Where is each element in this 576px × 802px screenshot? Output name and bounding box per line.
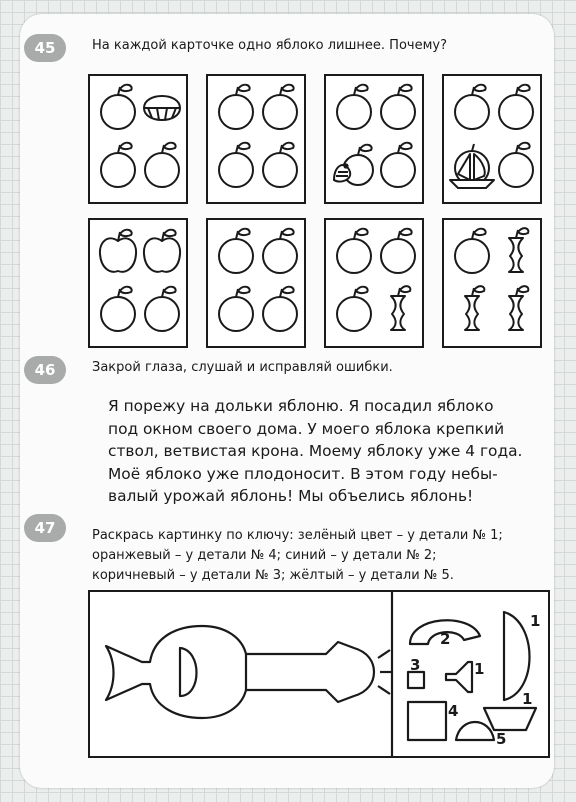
label-1b: 1 xyxy=(474,660,485,678)
story-line: валый урожай яблонь! Мы объелись яблонь! xyxy=(108,487,474,505)
task-number-46: 46 xyxy=(24,356,66,384)
apple-icon xyxy=(455,229,489,273)
part-1-half-circle xyxy=(504,612,530,700)
apple-icon xyxy=(263,229,297,273)
apple-card xyxy=(324,218,424,348)
apple-icon xyxy=(219,143,253,187)
apple-card-svg xyxy=(444,76,544,206)
task-number-47: 47 xyxy=(24,514,66,542)
apple-card xyxy=(442,218,542,348)
core-icon xyxy=(509,286,528,330)
apple-icon xyxy=(219,85,253,129)
worm-apple-icon xyxy=(334,145,373,185)
apple-icon xyxy=(101,143,135,187)
apple-card xyxy=(206,74,306,204)
prompt-line: оранжевый – у детали № 4; синий – у детали № 2; xyxy=(92,548,437,563)
task-46-prompt: Закрой глаза, слушай и исправляй ошибки. xyxy=(92,360,393,375)
apple-card xyxy=(442,74,542,204)
leaf-apple-icon xyxy=(144,230,180,272)
part-4-square xyxy=(408,702,446,740)
apple-icon xyxy=(337,287,371,331)
apple-card-svg xyxy=(326,220,426,350)
label-1a: 1 xyxy=(530,612,541,630)
story-line: ствол, ветвистая крона. Моему яблоку уже 4 года. xyxy=(108,442,523,460)
core-icon xyxy=(465,286,484,330)
apple-icon xyxy=(337,85,371,129)
task-47-prompt xyxy=(92,526,548,586)
assembled-figure-outline xyxy=(106,626,374,718)
label-1c: 1 xyxy=(522,690,533,708)
coloring-svg xyxy=(90,592,548,756)
part-5-semicircle xyxy=(456,722,494,740)
apple-icon xyxy=(381,143,415,187)
apple-icon xyxy=(337,229,371,273)
part-3-square xyxy=(408,672,424,688)
prompt-line: Раскрась картинку по ключу: зелёный цвет – у детали № 1; xyxy=(92,528,503,543)
task-45-prompt: На каждой карточке одно яблоко лишнее. Почему? xyxy=(92,38,447,53)
story-text xyxy=(108,395,538,508)
core-icon xyxy=(391,286,410,330)
basket-icon xyxy=(144,96,180,120)
apple-card-svg xyxy=(208,220,308,350)
apple-card xyxy=(324,74,424,204)
label-2: 2 xyxy=(440,630,451,648)
apple-card-svg xyxy=(90,220,190,350)
apple-icon xyxy=(219,287,253,331)
apple-icon xyxy=(263,287,297,331)
apple-icon xyxy=(219,229,253,273)
part-1-funnel xyxy=(446,662,472,692)
apple-icon xyxy=(101,85,135,129)
core-icon xyxy=(509,228,528,272)
apple-card xyxy=(88,218,188,348)
leaf-apple-icon xyxy=(100,230,136,272)
label-4: 4 xyxy=(448,702,459,720)
apple-icon xyxy=(381,85,415,129)
apple-card-svg xyxy=(208,76,308,206)
apple-icon xyxy=(145,143,179,187)
part-1-trapezoid xyxy=(484,708,536,730)
apple-icon xyxy=(263,85,297,129)
apple-card-svg xyxy=(326,76,426,206)
apple-icon xyxy=(381,229,415,273)
boat-apple-icon xyxy=(450,144,494,188)
apple-icon xyxy=(263,143,297,187)
apple-card xyxy=(206,218,306,348)
coloring-picture xyxy=(88,590,550,758)
story-line: Я порежу на дольки яблоню. Я посадил яблоко xyxy=(108,397,494,415)
label-3: 3 xyxy=(410,656,421,674)
apple-card xyxy=(88,74,188,204)
assembled-half-circle xyxy=(180,648,197,696)
prompt-line: коричневый – у детали № 3; жёлтый – у детали № 5. xyxy=(92,568,454,583)
story-line: под окном своего дома. У моего яблока крепкий xyxy=(108,419,505,438)
apple-icon xyxy=(101,287,135,331)
rays xyxy=(378,650,392,694)
task-number-45: 45 xyxy=(24,34,66,62)
apple-icon xyxy=(455,85,489,129)
apple-icon xyxy=(499,143,533,187)
apple-icon xyxy=(145,287,179,331)
apple-cards-grid xyxy=(88,74,542,354)
apple-card-svg xyxy=(444,220,544,350)
apple-card-svg xyxy=(90,76,190,206)
label-5: 5 xyxy=(496,730,507,748)
story-line: Моё яблоко уже плодоносит. В этом году небы- xyxy=(108,464,498,483)
apple-icon xyxy=(499,85,533,129)
workbook-page xyxy=(20,14,554,788)
